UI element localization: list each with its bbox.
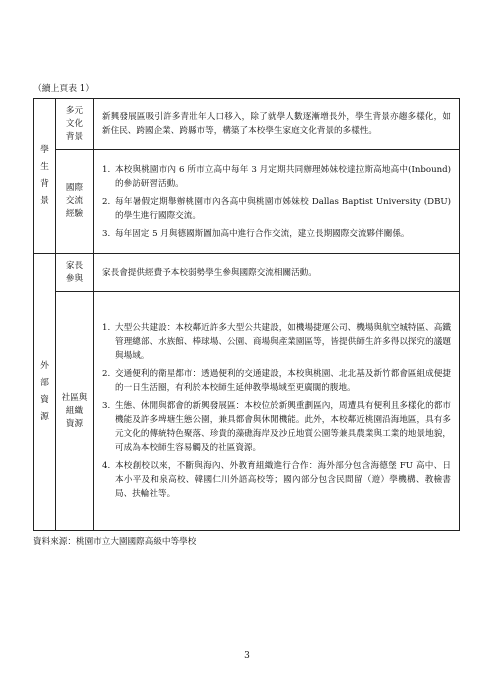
list-item: 1. 本校與桃園市內 6 所市立高中每年 3 月定期共同辦理姊妹校達拉斯高地高中(Inbound)的參訪研習活動。	[102, 164, 451, 189]
row-label-community: 社區與 組織 資源	[56, 292, 94, 531]
row-content-international	[94, 150, 460, 254]
list-item: 2. 交通便利的衛星都市：透過便利的交通建設，本校與桃園、北北基及新竹都會區組成便捷的一日生活圈，有利於本校師生延伸教學場域至更廣闊的腹地。	[102, 369, 451, 393]
table-row	[34, 99, 460, 150]
table-row	[34, 150, 460, 254]
list-item: 3. 生態、休閒與都會的新興發展區：本校位於新興重劃區內，周遭具有便利且多樣化的都市機能及許多埤塘生態公園，兼具都會與休閒機能。此外，本校鄰近桃園沿海地區，具有多元文化的傳統特色聚落、珍貴的藻礁海岸及沙丘地質公園等兼具農業與工業的地景地貌，可成為本校師生容易觸及的社區資源。	[102, 401, 451, 453]
continuation-label: （續上頁表 1）	[33, 84, 95, 94]
table-row	[34, 292, 460, 531]
table-row	[34, 254, 460, 292]
row-label-multicultural: 多元 文化 背景	[56, 99, 94, 150]
row-label-parents: 家長 參與	[56, 254, 94, 292]
source-note: 資料來源：桃園市立大園國際高級中等學校	[33, 537, 197, 547]
list-item: 2. 每年暑假定期舉辦桃園市內各高中與桃園市姊妹校 Dallas Baptist University (DBU)的學生進行國際交流。	[102, 196, 451, 221]
list-item: 3. 每年固定 5 月與德國斯圖加高中進行合作交流，建立長期國際交流夥伴關係。	[102, 228, 410, 239]
list-item: 1. 大型公共建設：本校鄰近許多大型公共建設，如機場捷運公司、機場與航空城特區、高鐵管理總部、水族館、棒球場、公園、商場與產業園區等，皆提供師生許多得以探究的議題與場域。	[102, 323, 451, 361]
row-label-international: 國際 交流 經驗	[56, 150, 94, 254]
row-content-community	[94, 292, 460, 531]
page-number: 3	[244, 651, 250, 661]
context-table	[33, 98, 460, 531]
list-item: 4. 本校創校以來，不斷與海內、外教育組織進行合作：海外部分包含海德堡 FU 高中、日本小平及和泉高校、韓國仁川外語高校等；國內部分包含民間留（遊）學機構、教檢書局、扶輪社等。	[102, 461, 451, 499]
row-content-multicultural: 新興發展區吸引許多青壯年人口移入，除了就學人數逐漸增長外，學生背景亦趨多樣化，如新住民、跨國企業、跨縣市等，構築了本校學生家庭文化背景的多樣性。	[94, 99, 460, 150]
section-label-external-resources: 外 部 資 源	[34, 254, 56, 531]
row-content-parents: 家長會提供經費予本校弱勢學生參與國際交流相關活動。	[94, 254, 460, 292]
section-label-student-background: 學 生 背 景	[34, 99, 56, 254]
